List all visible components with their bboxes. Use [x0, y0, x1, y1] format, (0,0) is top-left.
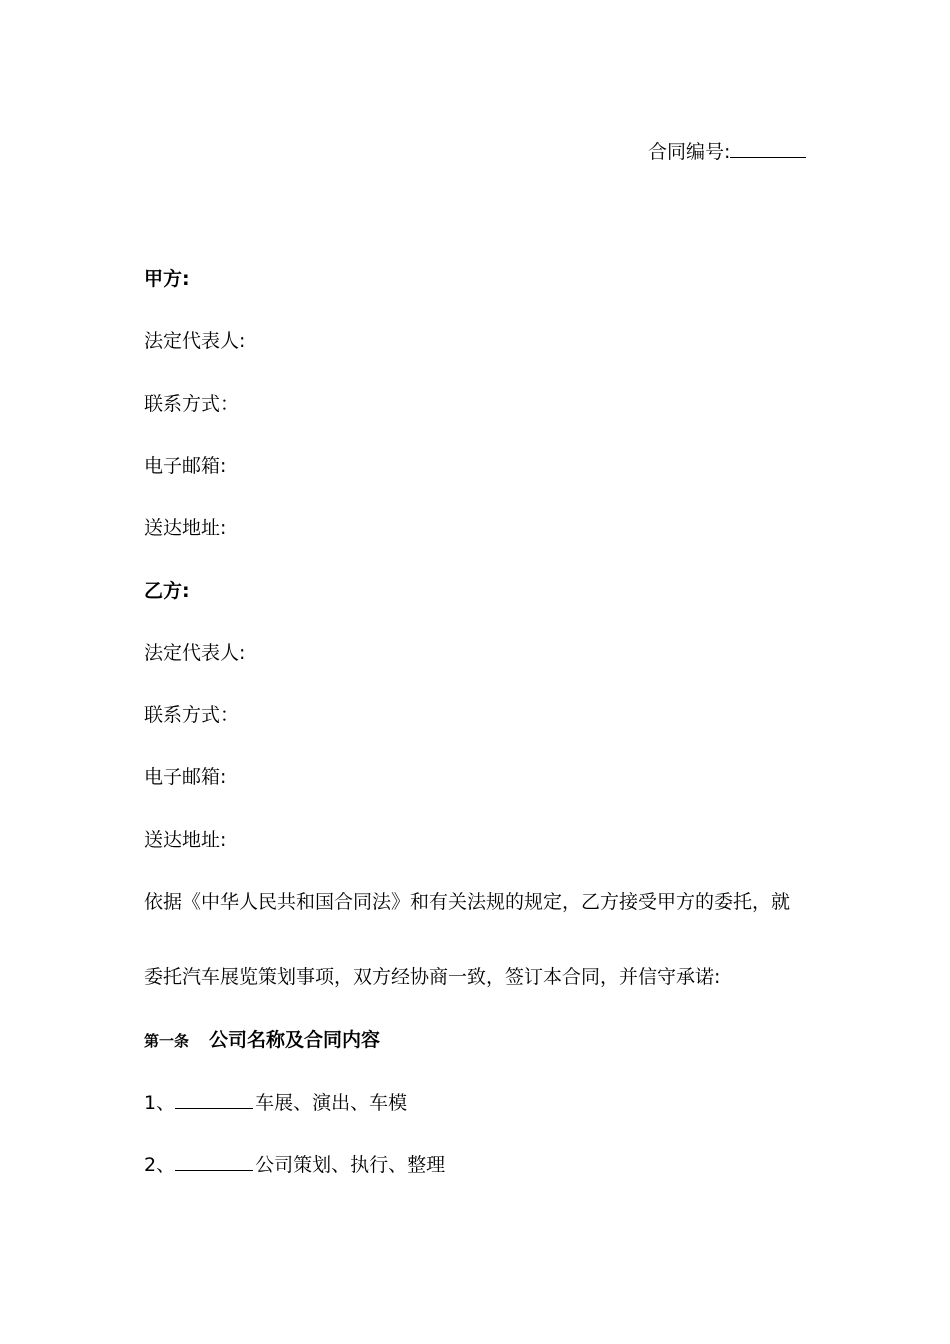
article-1-number: 第一条 [144, 1032, 190, 1050]
preamble-line-2: 委托汽车展览策划事项，双方经协商一致，签订本合同，并信守承诺: [144, 966, 721, 988]
party-a-contact: 联系方式： [144, 393, 240, 415]
party-b-legal-rep: 法定代表人: [144, 642, 246, 664]
item-index: 1、 [144, 1092, 176, 1114]
contract-number-label: 合同编号: [648, 141, 731, 163]
party-b-address: 送达地址: [144, 829, 227, 851]
party-b-contact: 联系方式： [144, 704, 240, 726]
party-a-email: 电子邮箱: [144, 455, 227, 477]
item-blank [175, 1090, 253, 1109]
preamble-line-1: 依据《中华人民共和国合同法》和有关法规的规定，乙方接受甲方的委托，就 [144, 891, 791, 913]
item-blank [175, 1152, 253, 1171]
article-1-item [144, 1152, 445, 1177]
article-1-item [144, 1090, 407, 1115]
item-index: 2、 [144, 1154, 176, 1176]
party-a-address: 送达地址: [144, 517, 227, 539]
party-a-title: 甲方: [144, 268, 190, 290]
item-text: 车展、演出、车模 [255, 1092, 408, 1114]
article-1-heading [144, 1028, 380, 1053]
contract-number [648, 139, 806, 164]
item-text: 公司策划、执行、整理 [255, 1154, 446, 1176]
party-b-email: 电子邮箱: [144, 766, 227, 788]
article-1-title: 公司名称及合同内容 [209, 1029, 381, 1051]
party-b-title: 乙方: [144, 580, 190, 602]
contract-number-blank [730, 139, 806, 158]
party-a-legal-rep: 法定代表人: [144, 330, 246, 352]
